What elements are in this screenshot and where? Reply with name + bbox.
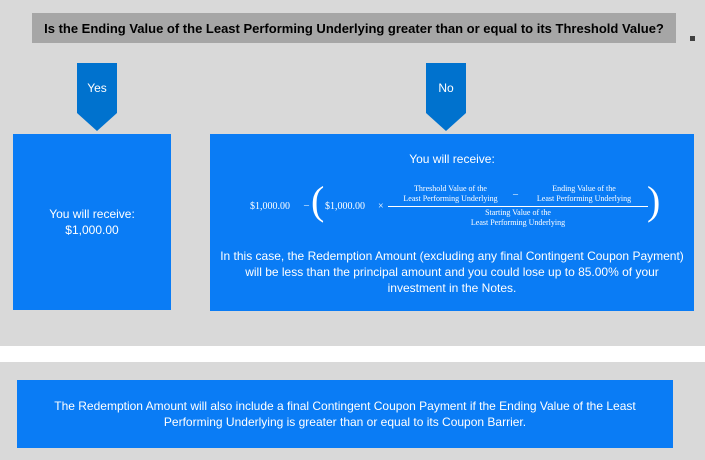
yes-arrow [77,63,117,131]
ending-numerator [521,184,647,204]
threshold-top: Threshold Value of the [414,184,487,193]
redemption-formula [250,179,660,231]
starting-bottom: Least Performing Underlying [470,218,566,227]
coupon-payment-note-text: The Redemption Amount will also include a final Contingent Coupon Payment if the Ending Value of the Least Performing Underlying is greater than or equal to its Coupon Barrier. [54,399,636,429]
no-receive-label: You will receive: [409,152,495,166]
yes-amount: $1,000.00 [65,223,119,237]
starting-denominator [388,208,648,228]
formula-times: × [378,201,384,212]
no-arrow-tip [426,113,466,131]
fraction-bar [388,206,648,207]
starting-top: Starting Value of the [485,208,551,217]
ending-top: Ending Value of the [552,184,616,193]
question-corner-marker [690,36,695,41]
formula-left-paren: ( [311,178,325,223]
formula-inner-principal: $1,000.00 [325,201,365,212]
threshold-numerator [388,184,513,204]
ending-bottom: Least Performing Underlying [536,194,632,203]
formula-minus: – [304,200,309,211]
yes-arrow-label: Yes [77,63,117,113]
no-outcome-box [210,134,694,311]
threshold-bottom: Least Performing Underlying [403,194,498,203]
no-arrow [426,63,466,131]
formula-inner-minus: – [513,189,518,200]
no-arrow-label: No [426,63,466,113]
formula-right-paren: ) [647,178,661,223]
formula-principal: $1,000.00 [250,201,290,212]
yes-outcome-box [13,134,171,310]
decision-question: Is the Ending Value of the Least Performing Underlying greater than or equal to its Threshold Value? [32,13,676,43]
yes-arrow-tip [77,113,117,131]
coupon-payment-note [17,380,673,448]
loss-warning-note: In this case, the Redemption Amount (excluding any final Contingent Coupon Payment) will be less than the principal amount and you could lose up to 85.00% of your investment in the Notes. [220,249,684,295]
yes-receive-label: You will receive: [49,207,135,221]
